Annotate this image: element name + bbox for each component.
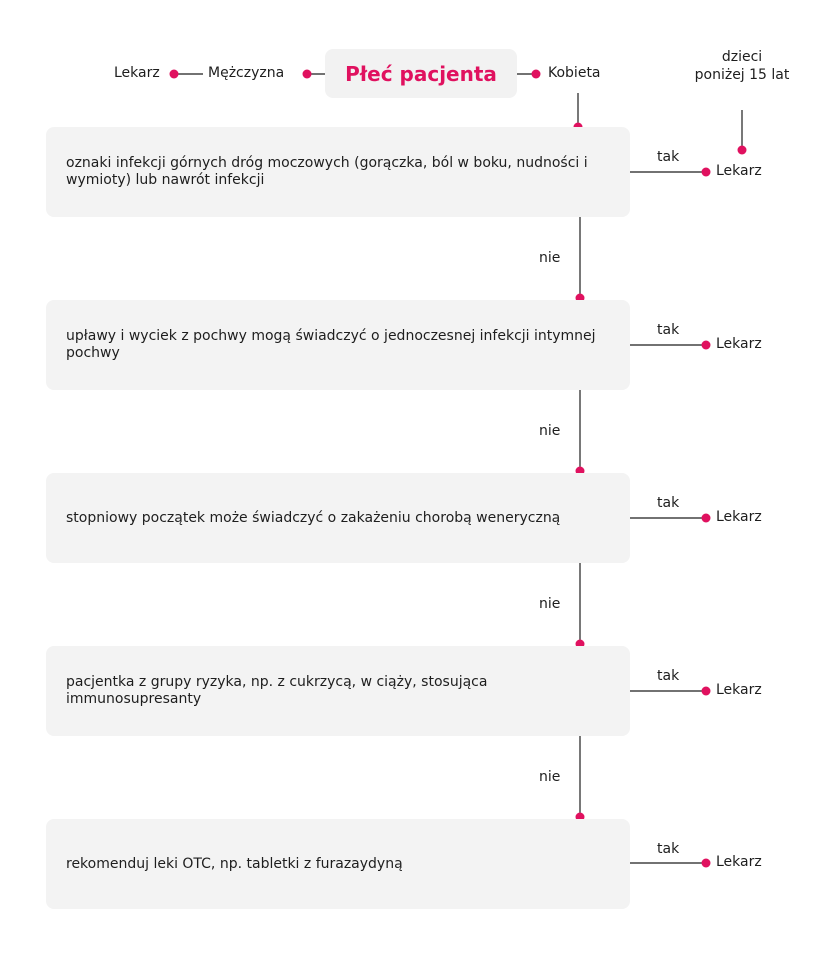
step-box-1: oznaki infekcji górnych dróg moczowych (gorączka, ból w boku, nudności i wymioty) lub nawrót infekcji bbox=[46, 127, 630, 217]
dot-mezczyzna bbox=[303, 70, 312, 79]
dot-outcome-2 bbox=[702, 341, 711, 350]
yes-label-4: tak bbox=[657, 668, 680, 684]
step-box-2: upławy i wyciek z pochwy mogą świadczyć o jednoczesnej infekcji intymnej pochwy bbox=[46, 300, 630, 390]
children-label-line1: dzieci bbox=[721, 49, 763, 65]
dot-lekarz-left bbox=[170, 70, 179, 79]
outcome-label-1: Lekarz bbox=[716, 163, 762, 179]
children-label-line2: poniżej 15 lat bbox=[694, 67, 790, 83]
dot-outcome-5 bbox=[702, 859, 711, 868]
no-label-1: nie bbox=[539, 250, 561, 266]
dot-children bbox=[738, 146, 747, 155]
top-mezczyzna-label: Mężczyzna bbox=[208, 65, 285, 81]
children-label bbox=[688, 48, 796, 84]
diagram-title: Płeć pacjenta bbox=[325, 49, 517, 98]
outcome-label-3: Lekarz bbox=[716, 509, 762, 525]
top-lekarz-label: Lekarz bbox=[114, 65, 160, 81]
dot-outcome-3 bbox=[702, 514, 711, 523]
outcome-label-4: Lekarz bbox=[716, 682, 762, 698]
outcome-label-5: Lekarz bbox=[716, 854, 762, 870]
dot-outcome-4 bbox=[702, 687, 711, 696]
no-label-4: nie bbox=[539, 769, 561, 785]
top-kobieta-label: Kobieta bbox=[548, 65, 601, 81]
step-box-5: rekomenduj leki OTC, np. tabletki z furazaydyną bbox=[46, 819, 630, 909]
outcome-label-2: Lekarz bbox=[716, 336, 762, 352]
step-box-4: pacjentka z grupy ryzyka, np. z cukrzycą, w ciąży, stosująca immunosupresanty bbox=[46, 646, 630, 736]
dot-outcome-1 bbox=[702, 168, 711, 177]
dot-kobieta bbox=[532, 70, 541, 79]
no-label-2: nie bbox=[539, 423, 561, 439]
step-box-3: stopniowy początek może świadczyć o zakażeniu chorobą weneryczną bbox=[46, 473, 630, 563]
yes-label-2: tak bbox=[657, 322, 680, 338]
no-label-3: nie bbox=[539, 596, 561, 612]
yes-label-1: tak bbox=[657, 149, 680, 165]
yes-label-3: tak bbox=[657, 495, 680, 511]
yes-label-5: tak bbox=[657, 841, 680, 857]
